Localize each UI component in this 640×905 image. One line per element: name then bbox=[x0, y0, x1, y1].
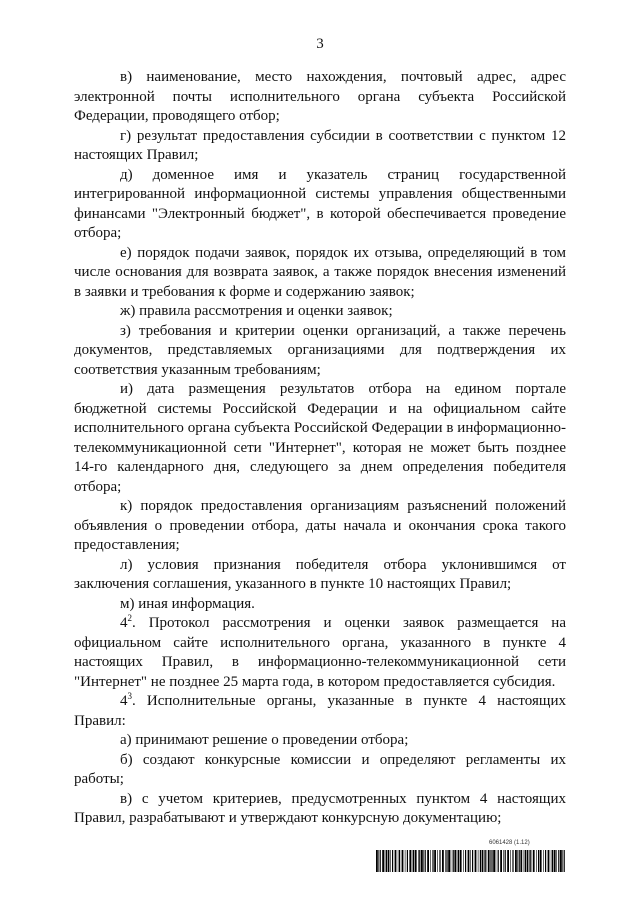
paragraph-l: л) условия признания победителя отбора уклонившимся от заключения соглашения, указанного в пункте 10 настоящих Правил; bbox=[74, 556, 566, 592]
section-4-2-sup: 2 bbox=[127, 613, 132, 623]
paragraph-m: м) иная информация. bbox=[120, 595, 255, 612]
section-4-2-number: 4 bbox=[120, 615, 128, 631]
barcode-image bbox=[376, 850, 566, 872]
paragraph-b: б) создают конкурсные комиссии и определяют регламенты их работы; bbox=[74, 751, 566, 787]
paragraph-i: и) дата размещения результатов отбора на едином портале бюджетной системы Российской Федерации и на официальном сайте исполнительного органа субъекта Российской Федерации в информационно-телекоммуникационной сети "Интернет", которая не может быть позднее 14-го календарного дня, следующего за днем определения победителя отбора; bbox=[74, 381, 566, 495]
paragraph-g: г) результат предоставления субсидии в соответствии с пунктом 12 настоящих Правил; bbox=[74, 127, 566, 163]
paragraph-a: а) принимают решение о проведении отбора; bbox=[120, 732, 409, 748]
paragraph-z: з) требования и критерии оценки организаций, а также перечень документов, представляемых организациями для подтверждения их соответствия указанным требованиям; bbox=[74, 322, 566, 378]
section-4-2-text: . Протокол рассмотрения и оценки заявок размещается на официальном сайте исполнительного органа, указанного в пункте 4 настоящих Правил, в информационно-телекоммуникационной сети "Интернет" не позднее 25 марта года, в котором предоставляется субсидия. bbox=[74, 615, 566, 690]
section-4-2 bbox=[74, 614, 566, 692]
paragraph-e: е) порядок подачи заявок, порядок их отзыва, определяющий в том числе основания для возврата заявок, а также порядок внесения изменений в заявки и требования к форме и содержанию заявок; bbox=[74, 244, 566, 300]
paragraph-v: в) наименование, место нахождения, почтовый адрес, адрес электронной почты исполнительного органа субъекта Российской Федерации, проводящего отбор; bbox=[74, 69, 566, 124]
paragraph-d: д) доменное имя и указатель страниц государственной интегрированной информационной системы управления общественными финансами "Электронный бюджет", в которой обеспечивается проведение отбора; bbox=[74, 166, 566, 241]
document-body bbox=[74, 68, 566, 829]
section-4-3-sup: 3 bbox=[127, 691, 132, 701]
paragraph-v2: в) с учетом критериев, предусмотренных пунктом 4 настоящих Правил, разрабатывают и утверждают конкурсную документацию; bbox=[74, 790, 566, 826]
section-4-3-text: . Исполнительные органы, указанные в пункте 4 настоящих Правил: bbox=[74, 693, 566, 729]
paragraph-zh: ж) правила рассмотрения и оценки заявок; bbox=[120, 303, 393, 319]
paragraph-k: к) порядок предоставления организациям разъяснений положений объявления о проведении отбора, даты начала и окончания срока такого предоставления; bbox=[74, 498, 566, 553]
section-4-3-number: 4 bbox=[120, 693, 128, 709]
page-number: 3 bbox=[316, 36, 324, 52]
document-code: 6061428 (1.12) bbox=[489, 840, 530, 846]
section-4-3 bbox=[74, 692, 566, 731]
